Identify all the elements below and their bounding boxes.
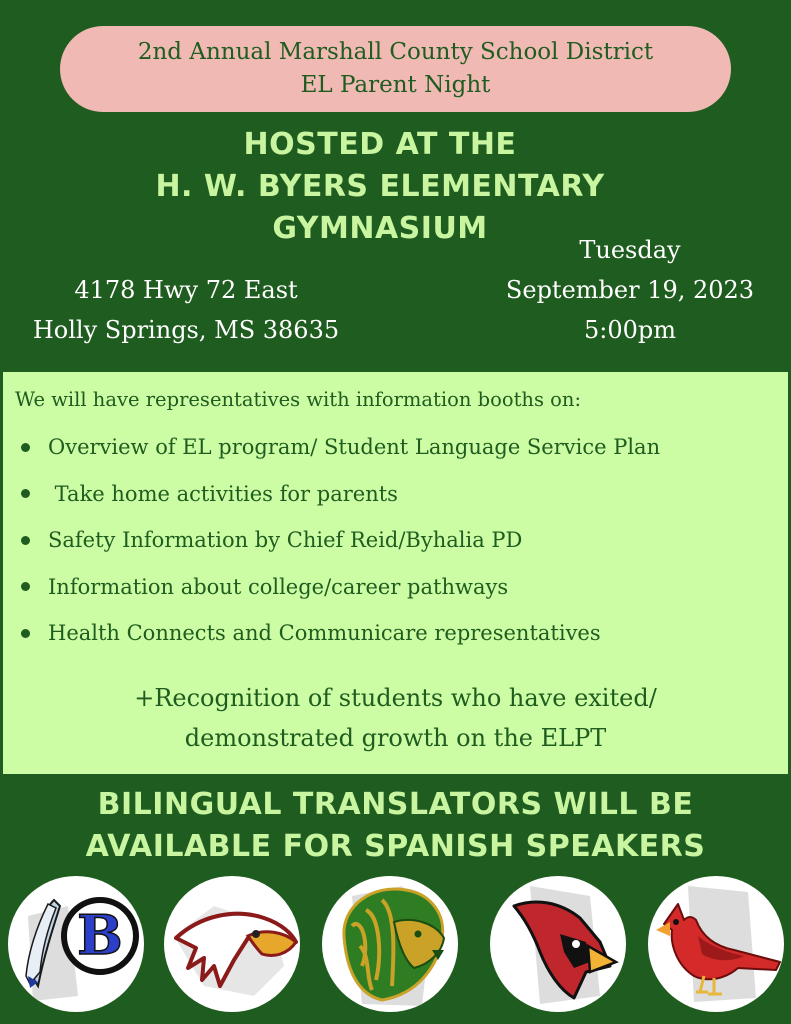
venue-line2: H. W. BYERS ELEMENTARY [155,169,605,204]
list-item [21,471,660,518]
list-item-text: Information about college/career pathways [48,574,509,599]
bullet-icon [21,489,30,498]
byhalia-b-feather-logo-icon [8,876,144,1012]
eagle-head-logo-icon [164,876,300,1012]
event-date: September 19, 2023 [505,276,755,304]
venue-address [0,270,372,350]
bullet-icon [21,443,30,452]
recognition-line1: +Recognition of students who have exited/ [134,684,657,712]
event-time: 5:00pm [583,316,676,344]
cardinal-bird-logo-icon [648,876,784,1012]
list-item-text: Safety Information by Chief Reid/Byhalia PD [48,528,523,553]
info-panel [3,372,788,774]
translators-line2: AVAILABLE FOR SPANISH SPEAKERS [85,829,706,864]
translators-notice [0,784,791,868]
list-item [21,610,660,657]
lion-head-logo-icon [322,876,458,1012]
event-schedule [490,230,770,350]
list-item-text: Health Connects and Communicare representatives [48,621,601,646]
event-title-banner [60,26,731,112]
info-intro: We will have representatives with information booths on: [15,388,582,411]
list-item [21,564,660,611]
event-title-line2: EL Parent Night [300,72,491,98]
translators-line1: BILINGUAL TRANSLATORS WILL BE [97,787,694,822]
event-title-line1: 2nd Annual Marshall County School District [137,39,654,65]
address-street: 4178 Hwy 72 East [74,276,298,304]
bullet-icon [21,629,30,638]
list-item [21,424,660,471]
venue-line3: GYMNASIUM [272,211,488,246]
bullet-icon [21,582,30,591]
list-item-text: Take home activities for parents [48,481,398,506]
cardinal-head-logo-icon [490,876,626,1012]
event-day: Tuesday [579,236,681,264]
recognition-line2: demonstrated growth on the ELPT [184,724,607,752]
booth-list [21,424,660,657]
logo-letter: B [77,903,123,967]
address-city: Holly Springs, MS 38635 [32,316,340,344]
list-item-text: Overview of EL program/ Student Language Service Plan [48,435,661,460]
venue-line1: HOSTED AT THE [243,127,517,162]
bullet-icon [21,536,30,545]
recognition-note [3,678,788,758]
list-item [21,517,660,564]
